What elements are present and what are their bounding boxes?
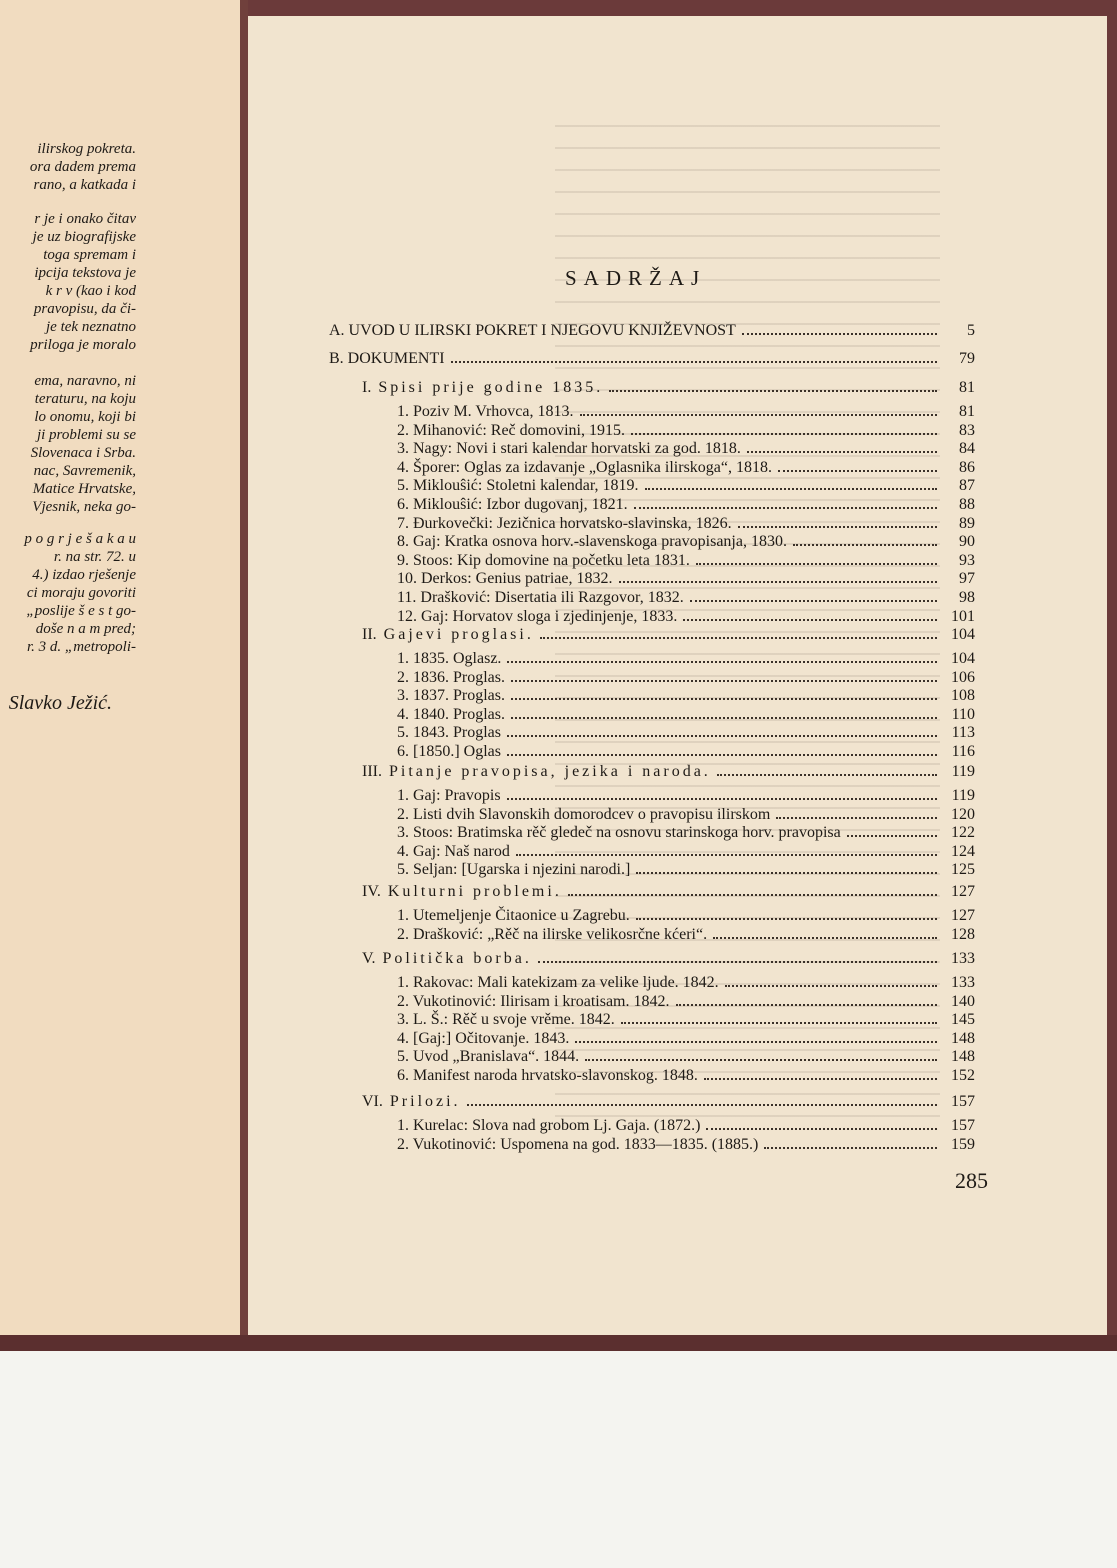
toc-section-page: 133: [951, 950, 975, 967]
dot-leader: [609, 390, 937, 392]
dot-leader: [793, 544, 937, 546]
toc-entry-page: 113: [951, 724, 975, 742]
left-page-line: Vjesnik, neka go-: [32, 499, 136, 515]
toc-entry-page: 86: [959, 458, 975, 476]
dot-leader: [538, 961, 937, 963]
dot-leader: [467, 1104, 937, 1106]
dot-leader: [580, 414, 937, 416]
toc-section-roman: V.: [362, 950, 376, 967]
toc-entry-label: 1. Rakovac: Mali katekizam za velike ljude. 1842.: [397, 974, 719, 991]
dot-leader: [683, 619, 937, 621]
page-number: 285: [955, 1168, 988, 1193]
toc-entry-label: 5. Seljan: [Ugarska i njezini narodi.]: [397, 861, 631, 879]
toc-entry-label: 2. Mihanović: Reč domovini, 1915.: [397, 421, 625, 439]
dot-leader: [725, 985, 937, 987]
left-page-line: 4.) izdao rješenje: [32, 567, 136, 583]
toc-section-roman: IV.: [362, 883, 381, 900]
dot-leader: [690, 600, 937, 602]
toc-section: [362, 759, 975, 781]
dot-leader: [619, 581, 937, 583]
toc-entry-label: 1. Poziv M. Vrhovca, 1813.: [397, 403, 574, 420]
toc-entry-page: 140: [951, 992, 975, 1010]
toc-part-a-label: A. UVOD U ILIRSKI POKRET I NJEGOVU KNJIŽEVNOST: [329, 322, 736, 339]
toc-section: [362, 622, 975, 644]
toc-section-title: [362, 763, 711, 781]
left-page-line: priloga je moralo: [30, 337, 136, 353]
toc-entry-page: 127: [951, 907, 975, 924]
toc-section: [362, 879, 975, 901]
toc-entry-page: 104: [951, 650, 975, 667]
dot-leader: [451, 361, 937, 363]
book-spine: [240, 0, 248, 1340]
toc-section-label: Kulturni problemi.: [387, 883, 562, 900]
book-cover-right-edge: [1107, 0, 1117, 1340]
toc-entry-page: 84: [959, 440, 975, 458]
toc-section: [362, 1089, 975, 1111]
toc-entry-page: 122: [951, 824, 975, 842]
toc-entry-label: 6. Miklouŝić: Izbor dugovanj, 1821.: [397, 496, 628, 513]
toc-entry-page: 93: [959, 551, 975, 569]
left-page-line: rano, a katkada i: [33, 177, 136, 193]
dot-leader: [631, 433, 937, 435]
toc-entry-label: 5. Miklouŝić: Stoletni kalendar, 1819.: [397, 477, 639, 495]
dot-leader: [507, 735, 937, 737]
toc-section-page: 119: [951, 763, 975, 780]
toc-section: [362, 946, 975, 968]
toc-entry-label: 3. Stoos: Bratimska rěč gledeč na osnovu starinskoga horv. pravopisa: [397, 824, 841, 842]
left-page-line: teraturu, na koju: [34, 391, 136, 407]
toc-entry-label: 8. Gaj: Kratka osnova horv.-slavenskoga pravopisanja, 1830.: [397, 533, 787, 551]
toc-section-label: Spisi prije godine 1835.: [378, 379, 604, 396]
toc-entry-label: 1. Gaj: Pravopis: [397, 787, 501, 804]
left-page-line: lo onomu, koji bi: [34, 409, 136, 425]
toc-part-b: [329, 346, 975, 368]
left-page-line: Slovenaca i Srba.: [30, 445, 136, 461]
toc-entry-label: 3. Nagy: Novi i stari kalendar horvatski za god. 1818.: [397, 440, 741, 458]
toc-entry-label: 5. Uvod „Branislava“. 1844.: [397, 1048, 580, 1066]
dot-leader: [713, 937, 937, 939]
dot-leader: [776, 817, 937, 819]
dot-leader: [764, 1147, 937, 1149]
toc-entry-label: 5. 1843. Proglas: [397, 724, 501, 742]
toc-part-b-label: B. DOKUMENTI: [329, 350, 445, 367]
left-page-line: „poslije š e s t go-: [26, 603, 136, 619]
toc-section-title: [362, 379, 603, 397]
toc-entry-label: 1. Utemeljenje Čitaonice u Zagrebu.: [397, 907, 630, 924]
toc-entry: [397, 739, 975, 761]
toc-section-label: Prilozi.: [389, 1093, 461, 1110]
toc-section-roman: II.: [362, 626, 377, 643]
toc-entry-label: 2. Vukotinović: Ilirisam i kroatisam. 1842.: [397, 992, 670, 1010]
toc-entry-page: 145: [951, 1011, 975, 1029]
left-page-line: r je i onako čitav: [34, 211, 136, 227]
toc-entry-page: 148: [951, 1029, 975, 1047]
left-page-line: r. na str. 72. u: [53, 549, 136, 565]
toc-part-a: [329, 318, 975, 340]
book-cover-top-edge: [245, 0, 1117, 16]
toc-entry-page: 89: [959, 514, 975, 532]
toc-entry-page: 133: [951, 974, 975, 991]
left-page-line: ora dadem prema: [29, 159, 136, 175]
left-page-line: ci moraju govoriti: [26, 585, 136, 601]
toc-entry-page: 124: [951, 842, 975, 860]
toc-section-title: [362, 626, 534, 644]
toc-entry-page: 98: [959, 589, 975, 606]
toc-entry: [397, 857, 975, 879]
toc-section-title: [362, 950, 532, 968]
book-cover-bottom-edge: [0, 1335, 1117, 1351]
author-signature: Slavko Ježić.: [8, 692, 112, 714]
toc-entry-page: 83: [959, 421, 975, 439]
toc-section-roman: I.: [362, 379, 372, 396]
toc-entry-page: 148: [951, 1048, 975, 1066]
left-page-line: ji problemi su se: [36, 427, 136, 443]
toc-entry-label: 6. [1850.] Oglas: [397, 743, 501, 760]
toc-entry-page: 116: [951, 743, 975, 760]
left-page: [0, 0, 240, 1335]
toc-section-roman: III.: [362, 763, 382, 780]
toc-entry-page: 159: [951, 1135, 975, 1153]
dot-leader: [507, 661, 937, 663]
toc-entry-page: 90: [959, 533, 975, 551]
toc-entry-label: 2. 1836. Proglas.: [397, 668, 505, 686]
toc-entry-label: 1. 1835. Oglasz.: [397, 650, 502, 667]
toc-entry-label: 4. 1840. Proglas.: [397, 705, 505, 723]
left-page-line: toga spremam i: [43, 247, 136, 263]
toc-section-label: Politička borba.: [382, 950, 532, 967]
left-page-line: je tek neznatno: [46, 319, 136, 335]
left-page-line: nac, Savremenik,: [33, 463, 136, 479]
dot-leader: [511, 717, 937, 719]
toc-entry-label: 3. L. Š.: Rěč u svoje vrěme. 1842.: [397, 1011, 615, 1029]
dot-leader: [568, 894, 937, 896]
toc-entry-label: 1. Kurelac: Slova nad grobom Lj. Gaja. (1872.): [397, 1117, 701, 1134]
toc-entry-label: 4. Šporer: Oglas za izdavanje „Oglasnika ilirskoga“, 1818.: [397, 458, 772, 476]
toc-entry-page: 97: [959, 570, 975, 588]
dot-leader: [645, 488, 937, 490]
toc-entry-label: 3. 1837. Proglas.: [397, 687, 505, 705]
toc-entry-label: 11. Drašković: Disertatia ili Razgovor, 1832.: [397, 589, 684, 606]
dot-leader: [575, 1041, 937, 1043]
toc-section-page: 127: [951, 883, 975, 900]
toc-entry-label: 10. Derkos: Genius patriae, 1832.: [397, 570, 613, 588]
toc-entry-page: 87: [959, 477, 975, 495]
dot-leader: [847, 835, 937, 837]
dot-leader: [621, 1022, 937, 1024]
toc-section-label: Pitanje pravopisa, jezika i naroda.: [388, 763, 711, 780]
toc-section-title: [362, 1093, 461, 1111]
dot-leader: [507, 798, 937, 800]
left-page-line: ilirskog pokreta.: [37, 141, 136, 157]
toc-section: [362, 375, 975, 397]
dot-leader: [747, 451, 937, 453]
toc-entry-page: 81: [959, 403, 975, 420]
toc-part-b-page: 79: [959, 350, 975, 367]
toc-section-page: 81: [959, 379, 975, 396]
toc-entry-label: 7. Đurkovečki: Jezičnica horvatsko-slavinska, 1826.: [397, 514, 732, 532]
dot-leader: [516, 854, 937, 856]
dot-leader: [634, 507, 937, 509]
toc-entry-page: 101: [951, 607, 975, 625]
toc-entry-page: 152: [951, 1067, 975, 1084]
dot-leader: [507, 754, 937, 756]
dot-leader: [778, 470, 937, 472]
toc-section-label: Gajevi proglasi.: [383, 626, 534, 643]
toc-entry-page: 110: [951, 705, 975, 723]
toc-section-title: [362, 883, 562, 901]
dot-leader: [704, 1078, 937, 1080]
dot-leader: [636, 872, 937, 874]
toc-entry-label: 2. Listi dvih Slavonskih domorodcev o pravopisu ilirskom: [397, 805, 771, 823]
dot-leader: [676, 1004, 938, 1006]
toc-entry-page: 108: [951, 687, 975, 705]
left-page-line: r. 3 d. „metropoli-: [26, 639, 136, 655]
toc-entry-label: 4. Gaj: Naš narod: [397, 842, 510, 860]
toc-section-page: 157: [951, 1093, 975, 1110]
toc-entry-page: 119: [951, 787, 975, 804]
left-page-line: pravopisu, da či-: [33, 301, 136, 317]
toc-entry-label: 2. Drašković: „Rěč na ilirske velikosrčne kćeri“.: [397, 925, 708, 943]
dot-leader: [696, 563, 937, 565]
left-page-line: Matice Hrvatske,: [32, 481, 136, 497]
dot-leader: [540, 637, 937, 639]
left-page-line: ipcija tekstova je: [34, 265, 136, 281]
toc-entry-page: 120: [951, 805, 975, 823]
toc-entry-label: 6. Manifest naroda hrvatsko-slavonskog. 1848.: [397, 1067, 698, 1084]
toc-part-a-page: 5: [967, 322, 975, 339]
toc-entry-page: 157: [951, 1117, 975, 1134]
toc-entry: [397, 1132, 975, 1154]
left-page-line: p o g r j e š a k a u: [24, 531, 136, 547]
toc-entry-page: 128: [951, 925, 975, 943]
toc-section-roman: VI.: [362, 1093, 383, 1110]
page-title: SADRŽAJ: [565, 266, 707, 290]
toc-entry-label: 12. Gaj: Horvatov sloga i zjedinjenje, 1833.: [397, 607, 678, 625]
dot-leader: [706, 1128, 937, 1130]
toc-entry-label: 4. [Gaj:] Očitovanje. 1843.: [397, 1029, 570, 1047]
toc-entry-page: 125: [951, 861, 975, 879]
dot-leader: [738, 526, 937, 528]
left-page-line: je uz biografijske: [32, 229, 136, 245]
left-page-line: doše n a m pred;: [35, 621, 136, 637]
left-page-line: ema, naravno, ni: [34, 373, 136, 389]
toc-entry-page: 106: [951, 668, 975, 686]
dot-leader: [742, 333, 937, 335]
toc-section-page: 104: [951, 626, 975, 643]
toc-entry-page: 88: [959, 496, 975, 513]
dot-leader: [585, 1059, 937, 1061]
left-page-line: k r v (kao i kod: [45, 283, 136, 299]
dot-leader: [717, 774, 937, 776]
dot-leader: [511, 680, 937, 682]
dot-leader: [636, 918, 937, 920]
toc-entry: [397, 922, 975, 944]
dot-leader: [511, 698, 937, 700]
toc-entry-label: 2. Vukotinović: Uspomena na god. 1833—1835. (1885.): [397, 1135, 759, 1153]
toc-entry: [397, 1063, 975, 1085]
toc-entry-label: 9. Stoos: Kip domovine na početku leta 1831.: [397, 551, 690, 569]
